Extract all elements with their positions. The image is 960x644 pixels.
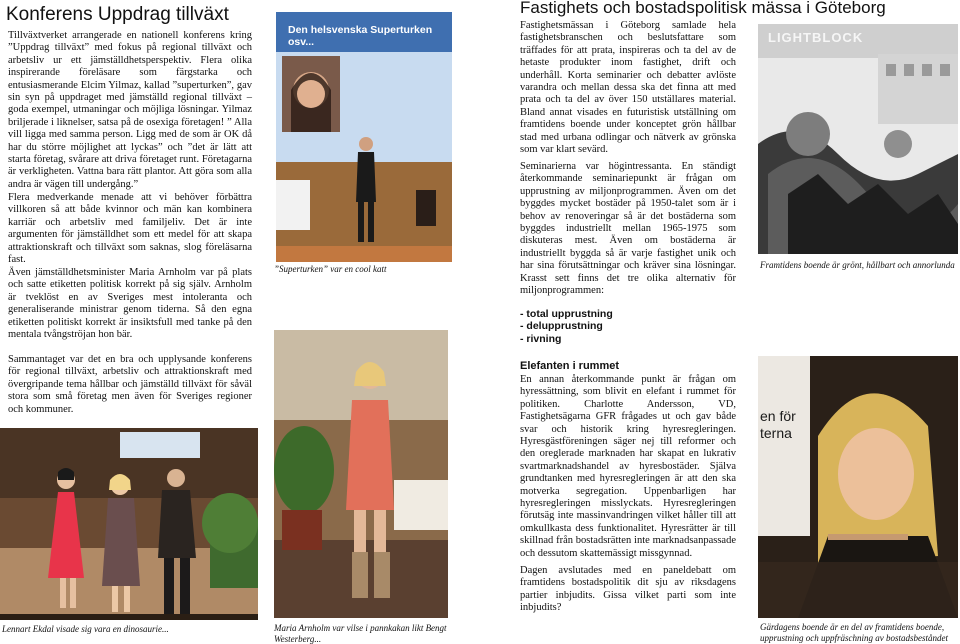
left-article-title: Konferens Uppdrag tillväxt <box>6 4 229 25</box>
right-top-caption: Framtidens boende är grönt, hållbart och annorlunda <box>760 260 955 270</box>
photo-stage-three-people <box>0 428 258 620</box>
right-article-paragraph-2: Seminarierna var högintressanta. En ständigt återkommande seminariepunkt är frågan om upprustning av miljonprogrammen. Även om det byggdes mycket bostäder på 1950-talet som är i behov av renoveringar så är det bostäderna som byggdes industriellt mellan 1965-1975 som diskuteras mest. Även om bostäderna är industriellt byggda så är varje fastighet unik och har sina förutsättningar och kräver sina lösningar. Krasst sett finns det tre olika alternativ för miljonprogrammen: <box>520 161 736 297</box>
right-article-paragraph-4: Dagen avslutades med en paneldebatt om framtidens bostadspolitik dit sju av riksdagens partier inbjudits. Gissa vilket parti som inte inbjudits? <box>520 565 736 614</box>
renovation-options-list <box>520 308 736 345</box>
photo-future-living-exhibition <box>758 24 958 254</box>
middle-top-caption: ”Superturken” var en cool katt <box>274 264 387 274</box>
photo-speaker-charlotte <box>758 356 958 618</box>
left-article-paragraph-3: Även jämställdhetsminister Maria Arnholm var på plats och satte etiketten politisk korrekt på sig själv. Arnholm är tveklöst en av Sveriges mest intoleranta och generaliserande ministrar genom tiderna. Så den egna etiketten politiskt korrekt är insiktsfull med tanke på den mentala tvångströjan hon bär. <box>8 267 252 341</box>
right-bottom-caption: Gärdagens boende är en del av framtidens boende, upprustning och uppfräschning av bostadsbeståndet <box>760 622 948 643</box>
left-article-paragraph-4: Sammantaget var det en bra och upplysande konferens för regional tillväxt, arbetsliv och attraktionskraft med övergripande tema hållbar och jämställd tillväxt för såväl stora som små företag men även för Sveriges regioner och kommuner. <box>8 354 252 415</box>
photo-maria-arnholm <box>274 330 448 618</box>
banner-text: en för terna <box>760 408 796 441</box>
list-item: - rivning <box>520 332 562 345</box>
list-item: - total upprustning <box>520 308 613 320</box>
left-article-paragraph-2: Flera medverkande menade att vi behöver förbättra villkoren så att både kvinnor och män kan kombinera karriär och arbetsliv med familjeliv. Det är inte argumenten för jämställdhet som ett medel för att skapa attraktionskraft och tillväxt som saknas, slog föreläsarna fast. <box>8 192 252 266</box>
right-article-paragraph-1: Fastighetsmässan i Göteborg samlade hela fastighetsbranschen och beslutsfattare som träffades för att prata, inspireras och ta del av de hetaste produkter inom fastighet, drift och underhåll. Korta seminarier och debatter avlöste varandra och mellan dessa ska det finna att med prata och ta del av över 150 utställares material. Bland annat visades en futuristisk utställning om framtidens boende under konceptet grön hållbar stad med urbana odlingar och nätverk av grönska som var klart sevärd. <box>520 20 736 156</box>
left-photo-caption: Lennart Ekdal visade sig vara en dinosaurie... <box>2 624 169 634</box>
left-article-paragraph-1: Tillväxtverket arrangerade en nationell konferens kring ”Uppdrag tillväxt” med fokus på regional tillväxt och arbetsliv ur ett jämställdhetsperspektiv. Flera olika inspirerande föreläsare som färgstarka och entusiasmerande Elcim Yilmaz, kallad ”superturken”, gav sin syn på uppdraget med jämställd regional tillväxt – goda exempel, utmaningar och möjliga lösningar. Yilmaz briljerade i liknelser, satsa på de osexiga företagen! ” Alla vill ligga med samma person. Ligg med de som är OK då har du större möjlighet att lyckas” och ”det är lätt att starta företag, svårare att driva företaget runt. Företagarna är verkligheten. Vattna bara rätt plantor. Att göra som alla andra är vägen till undergång.” <box>8 30 252 190</box>
middle-bottom-caption: Maria Arnholm var vilse i pannkakan likt Bengt Westerberg... <box>274 623 447 644</box>
right-article-title: Fastighets och bostadspolitisk mässa i Göteborg <box>520 0 886 17</box>
slide-text: Den helsvenska Superturken osv... <box>288 24 433 48</box>
list-item: - delupprustning <box>520 320 603 333</box>
elephant-subheading: Elefanten i rummet <box>520 360 620 372</box>
photo-superturken-stage <box>276 12 452 262</box>
exhibition-sign: LIGHTBLOCK <box>768 30 864 45</box>
right-article-paragraph-3: En annan återkommande punkt är frågan om hyressättning, som blivit en elefant i rummet för politiken. Charlotte Andersson, VD, Fastighetsägarna GFR frågades ut och gav både svar och historik kring hyresregleringen. Hyresgästföreningen säger nej till reformer och den oreglerade marknaden har skapat en lukrativ svartmarknadshandel av hyresbostäder. Själva grundtanken med hyresregleringen är att den ska motverka segregation. Uppenbarligen har hyresregleringen misslyckats. Hyresregleringen förutsäg inte massinvandringen vilket håller till att omkullkasta dess funktionalitet. Hyresrätter är till skillnad från bostadsrätten inte marknadsanpassade och dessutom skattemässigt missgynnad. <box>520 374 736 559</box>
